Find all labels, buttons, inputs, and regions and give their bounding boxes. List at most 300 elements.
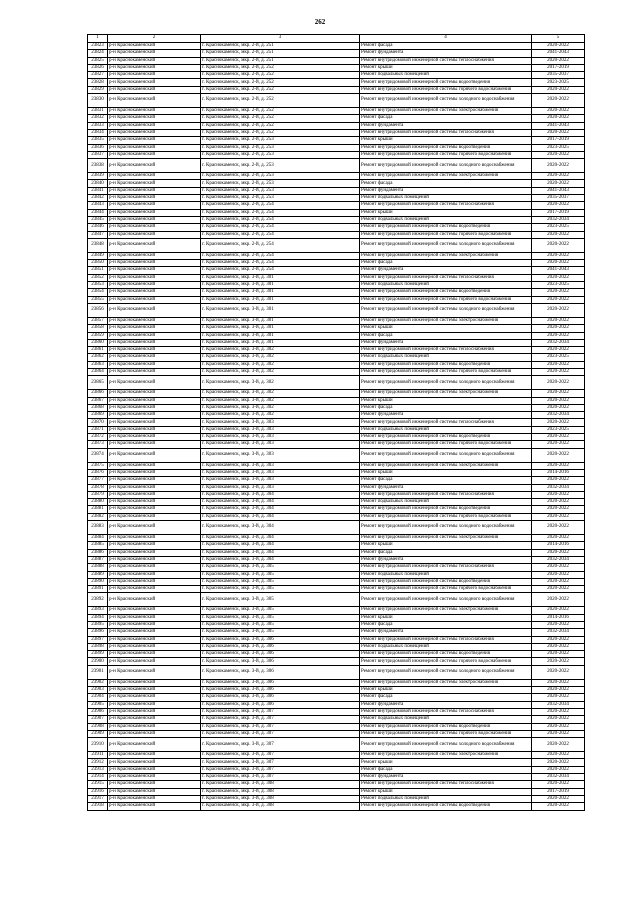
work-type: Ремонт фасада: [360, 766, 532, 773]
table-row: [88, 202, 585, 209]
table-row: [88, 564, 585, 571]
table-row: [88, 578, 585, 585]
table-row: [88, 195, 585, 202]
table-row: [88, 426, 585, 433]
table-row: [88, 521, 585, 535]
row-number: 23844: [88, 209, 108, 216]
period: 2020-2022: [532, 738, 585, 752]
district: р-н Краснокаменский: [108, 267, 201, 274]
district: р-н Краснокаменский: [108, 252, 201, 259]
row-number: 23825: [88, 57, 108, 64]
district: р-н Краснокаменский: [108, 723, 201, 730]
row-number: 23835: [88, 137, 108, 144]
table-row: [88, 766, 585, 773]
address: г. Краснокаменск, мкр. 3-й, д. 305: [201, 571, 360, 578]
table-row: [88, 108, 585, 115]
repair-schedule-table: [87, 34, 585, 811]
table-row: [88, 448, 585, 462]
period: 2020-2022: [532, 151, 585, 158]
work-type: Ремонт крыши: [360, 397, 532, 404]
work-type: Ремонт крыши: [360, 469, 532, 476]
address: г. Краснокаменск, мкр. 3-й, д. 301: [201, 339, 360, 346]
district: р-н Краснокаменский: [108, 469, 201, 476]
work-type: Ремонт внутридомовой инженерной системы электроснабжения: [360, 173, 532, 180]
table-row: [88, 622, 585, 629]
district: р-н Краснокаменский: [108, 462, 201, 469]
district: р-н Краснокаменский: [108, 173, 201, 180]
period: 2020-2022: [532, 397, 585, 404]
row-number: 23896: [88, 629, 108, 636]
work-type: Ремонт фасада: [360, 180, 532, 187]
period: 2020-2022: [532, 108, 585, 115]
work-type: Ремонт внутридомовой инженерной системы водоотведения: [360, 361, 532, 368]
period: 2020-2022: [532, 803, 585, 810]
work-type: Ремонт подвальных помещений: [360, 795, 532, 802]
table-row: [88, 137, 585, 144]
row-number: 23914: [88, 774, 108, 781]
table-row: [88, 484, 585, 491]
table-row: [88, 687, 585, 694]
period: 2020-2022: [532, 441, 585, 448]
district: р-н Краснокаменский: [108, 701, 201, 708]
address: г. Краснокаменск, мкр. 2-й, д. 253: [201, 180, 360, 187]
address: г. Краснокаменск, мкр. 2-й, д. 253: [201, 187, 360, 194]
district: р-н Краснокаменский: [108, 129, 201, 136]
period: 2041-2043: [532, 122, 585, 129]
district: р-н Краснокаменский: [108, 115, 201, 122]
period: 2020-2022: [532, 766, 585, 773]
period: 2020-2022: [532, 404, 585, 411]
period: 2020-2022: [532, 238, 585, 252]
address: г. Краснокаменск, мкр. 3-й, д. 302: [201, 397, 360, 404]
district: р-н Краснокаменский: [108, 238, 201, 252]
work-type: Ремонт подвальных помещений: [360, 643, 532, 650]
work-type: Ремонт подвальных помещений: [360, 72, 532, 79]
period: 2020-2022: [532, 549, 585, 556]
address: г. Краснокаменск, мкр. 3-й, д. 302: [201, 404, 360, 411]
period: 2020-2022: [532, 252, 585, 259]
district: р-н Краснокаменский: [108, 426, 201, 433]
row-number: 23875: [88, 462, 108, 469]
address: г. Краснокаменск, мкр. 2-й, д. 251: [201, 57, 360, 64]
table-row: [88, 781, 585, 788]
period: 2020-2022: [532, 651, 585, 658]
period: 2020-2022: [532, 347, 585, 354]
row-number: 23895: [88, 622, 108, 629]
district: р-н Краснокаменский: [108, 521, 201, 535]
row-number: 23883: [88, 521, 108, 535]
period: 2020-2022: [532, 578, 585, 585]
period: 2017-2019: [532, 209, 585, 216]
work-type: Ремонт внутридомовой инженерной системы горячего водоснабжения: [360, 368, 532, 375]
table-body: [88, 43, 585, 811]
address: г. Краснокаменск, мкр. 3-й, д. 304: [201, 491, 360, 498]
row-number: 23836: [88, 144, 108, 151]
row-number: 23843: [88, 202, 108, 209]
row-number: 23910: [88, 738, 108, 752]
row-number: 23834: [88, 129, 108, 136]
row-number: 23911: [88, 752, 108, 759]
work-type: Ремонт внутридомовой инженерной системы горячего водоснабжения: [360, 441, 532, 448]
table-row: [88, 332, 585, 339]
address: г. Краснокаменск, мкр. 2-й, д. 251: [201, 43, 360, 50]
period: 2020-2022: [532, 129, 585, 136]
work-type: Ремонт фундамента: [360, 412, 532, 419]
table-row: [88, 339, 585, 346]
row-number: 23865: [88, 376, 108, 390]
district: р-н Краснокаменский: [108, 788, 201, 795]
table-row: [88, 469, 585, 476]
work-type: Ремонт внутридомовой инженерной системы горячего водоснабжения: [360, 658, 532, 665]
district: р-н Краснокаменский: [108, 260, 201, 267]
row-number: 23890: [88, 578, 108, 585]
period: 2020-2022: [532, 202, 585, 209]
work-type: Ремонт внутридомовой инженерной системы водоотведения: [360, 578, 532, 585]
period: 2014-2016: [532, 469, 585, 476]
table-row: [88, 282, 585, 289]
work-type: Ремонт внутридомовой инженерной системы горячего водоснабжения: [360, 296, 532, 303]
row-number: 23860: [88, 339, 108, 346]
address: г. Краснокаменск, мкр. 3-й, д. 303: [201, 469, 360, 476]
row-number: 23913: [88, 766, 108, 773]
district: р-н Краснокаменский: [108, 795, 201, 802]
work-type: Ремонт внутридомовой инженерной системы водоотведения: [360, 651, 532, 658]
row-number: 23886: [88, 549, 108, 556]
period: 2020-2022: [532, 752, 585, 759]
address: г. Краснокаменск, мкр. 2-й, д. 252: [201, 79, 360, 86]
address: г. Краснокаменск, мкр. 2-й, д. 252: [201, 64, 360, 71]
row-number: 23872: [88, 434, 108, 441]
address: г. Краснокаменск, мкр. 3-й, д. 301: [201, 289, 360, 296]
address: г. Краснокаменск, мкр. 2-й, д. 254: [201, 231, 360, 238]
address: г. Краснокаменск, мкр. 3-й, д. 302: [201, 412, 360, 419]
district: р-н Краснокаменский: [108, 730, 201, 737]
table-row: [88, 441, 585, 448]
table-row: [88, 636, 585, 643]
period: 2020-2022: [532, 260, 585, 267]
district: р-н Краснокаменский: [108, 202, 201, 209]
header-col-2: 2: [108, 35, 201, 43]
row-number: 23857: [88, 317, 108, 324]
period: 2017-2019: [532, 64, 585, 71]
district: р-н Краснокаменский: [108, 122, 201, 129]
work-type: Ремонт внутридомовой инженерной системы электроснабжения: [360, 679, 532, 686]
district: р-н Краснокаменский: [108, 586, 201, 593]
table-row: [88, 679, 585, 686]
period: 2032-2034: [532, 339, 585, 346]
period: 2020-2022: [532, 694, 585, 701]
table-row: [88, 64, 585, 71]
table-header: [88, 35, 585, 43]
address: г. Краснокаменск, мкр. 3-й, д. 305: [201, 614, 360, 621]
address: г. Краснокаменск, мкр. 3-й, д. 303: [201, 441, 360, 448]
table-row: [88, 317, 585, 324]
period: 2020-2022: [532, 159, 585, 173]
address: г. Краснокаменск, мкр. 3-й, д. 305: [201, 586, 360, 593]
row-number: 23861: [88, 347, 108, 354]
address: г. Краснокаменск, мкр. 2-й, д. 253: [201, 195, 360, 202]
district: р-н Краснокаменский: [108, 477, 201, 484]
address: г. Краснокаменск, мкр. 3-й, д. 301: [201, 296, 360, 303]
address: г. Краснокаменск, мкр. 3-й, д. 307: [201, 723, 360, 730]
work-type: Ремонт фасада: [360, 115, 532, 122]
period: 2020-2022: [532, 513, 585, 520]
row-number: 23870: [88, 419, 108, 426]
address: г. Краснокаменск, мкр. 3-й, д. 306: [201, 687, 360, 694]
work-type: Ремонт внутридомовой инженерной системы электроснабжения: [360, 108, 532, 115]
work-type: Ремонт фундамента: [360, 267, 532, 274]
work-type: Ремонт внутридомовой инженерной системы горячего водоснабжения: [360, 86, 532, 93]
district: р-н Краснокаменский: [108, 622, 201, 629]
row-number: 23852: [88, 274, 108, 281]
address: г. Краснокаменск, мкр. 3-й, д. 301: [201, 303, 360, 317]
table-row: [88, 252, 585, 259]
row-number: 23873: [88, 441, 108, 448]
work-type: Ремонт крыши: [360, 209, 532, 216]
address: г. Краснокаменск, мкр. 3-й, д. 301: [201, 332, 360, 339]
row-number: 23898: [88, 643, 108, 650]
work-type: Ремонт внутридомовой инженерной системы теплоснабжения: [360, 129, 532, 136]
work-type: Ремонт внутридомовой инженерной системы водоотведения: [360, 506, 532, 513]
address: г. Краснокаменск, мкр. 3-й, д. 302: [201, 354, 360, 361]
district: р-н Краснокаменский: [108, 339, 201, 346]
district: р-н Краснокаменский: [108, 412, 201, 419]
work-type: Ремонт внутридомовой инженерной системы теплоснабжения: [360, 202, 532, 209]
row-number: 23908: [88, 723, 108, 730]
district: р-н Краснокаменский: [108, 434, 201, 441]
table-row: [88, 303, 585, 317]
district: р-н Краснокаменский: [108, 441, 201, 448]
period: 2020-2022: [532, 419, 585, 426]
table-row: [88, 390, 585, 397]
district: р-н Краснокаменский: [108, 303, 201, 317]
address: г. Краснокаменск, мкр. 2-й, д. 253: [201, 173, 360, 180]
district: р-н Краснокаменский: [108, 57, 201, 64]
table-row: [88, 506, 585, 513]
row-number: 23897: [88, 636, 108, 643]
address: г. Краснокаменск, мкр. 3-й, д. 304: [201, 535, 360, 542]
row-number: 23833: [88, 122, 108, 129]
work-type: Ремонт внутридомовой инженерной системы электроснабжения: [360, 752, 532, 759]
district: р-н Краснокаменский: [108, 347, 201, 354]
address: г. Краснокаменск, мкр. 3-й, д. 307: [201, 774, 360, 781]
district: р-н Краснокаменский: [108, 752, 201, 759]
address: г. Краснокаменск, мкр. 3-й, д. 302: [201, 390, 360, 397]
district: р-н Краснокаменский: [108, 484, 201, 491]
row-number: 23838: [88, 159, 108, 173]
period: 2020-2022: [532, 499, 585, 506]
district: р-н Краснокаменский: [108, 86, 201, 93]
address: г. Краснокаменск, мкр. 2-й, д. 252: [201, 72, 360, 79]
period: 2023-2025: [532, 79, 585, 86]
period: 2041-2043: [532, 50, 585, 57]
work-type: Ремонт крыши: [360, 325, 532, 332]
district: р-н Краснокаменский: [108, 159, 201, 173]
table-row: [88, 549, 585, 556]
address: г. Краснокаменск, мкр. 2-й, д. 254: [201, 238, 360, 252]
table-row: [88, 571, 585, 578]
work-type: Ремонт внутридомовой инженерной системы холодного водоснабжения: [360, 521, 532, 535]
row-number: 23829: [88, 86, 108, 93]
address: г. Краснокаменск, мкр. 2-й, д. 252: [201, 122, 360, 129]
district: р-н Краснокаменский: [108, 397, 201, 404]
period: 2020-2022: [532, 57, 585, 64]
address: г. Краснокаменск, мкр. 3-й, д. 304: [201, 513, 360, 520]
row-number: 23891: [88, 586, 108, 593]
table-row: [88, 79, 585, 86]
work-type: Ремонт внутридомовой инженерной системы холодного водоснабжения: [360, 593, 532, 607]
district: р-н Краснокаменский: [108, 593, 201, 607]
row-number: 23903: [88, 687, 108, 694]
table-row: [88, 795, 585, 802]
header-col-3: 3: [201, 35, 360, 43]
row-number: 23879: [88, 491, 108, 498]
address: г. Краснокаменск, мкр. 3-й, д. 302: [201, 361, 360, 368]
header-col-4: 4: [360, 35, 532, 43]
work-type: Ремонт внутридомовой инженерной системы электроснабжения: [360, 462, 532, 469]
row-number: 23918: [88, 803, 108, 810]
row-number: 23902: [88, 679, 108, 686]
table-row: [88, 347, 585, 354]
district: р-н Краснокаменский: [108, 317, 201, 324]
table-row: [88, 419, 585, 426]
period: 2020-2022: [532, 564, 585, 571]
row-number: 23901: [88, 665, 108, 679]
district: р-н Краснокаменский: [108, 535, 201, 542]
row-number: 23855: [88, 296, 108, 303]
table-row: [88, 803, 585, 810]
period: 2020-2022: [532, 317, 585, 324]
period: 2020-2022: [532, 86, 585, 93]
table-row: [88, 491, 585, 498]
district: р-н Краснокаменский: [108, 687, 201, 694]
table-row: [88, 216, 585, 223]
district: р-н Краснокаменский: [108, 759, 201, 766]
row-number: 23869: [88, 412, 108, 419]
period: 2020-2022: [532, 462, 585, 469]
period: 2017-2019: [532, 137, 585, 144]
work-type: Ремонт внутридомовой инженерной системы теплоснабжения: [360, 636, 532, 643]
period: 2020-2022: [532, 665, 585, 679]
row-number: 23842: [88, 195, 108, 202]
work-type: Ремонт подвальных помещений: [360, 282, 532, 289]
district: р-н Краснокаменский: [108, 665, 201, 679]
district: р-н Краснокаменский: [108, 651, 201, 658]
period: 2020-2022: [532, 643, 585, 650]
work-type: Ремонт подвальных помещений: [360, 426, 532, 433]
table-row: [88, 209, 585, 216]
address: г. Краснокаменск, мкр. 2-й, д. 254: [201, 202, 360, 209]
work-type: Ремонт внутридомовой инженерной системы водоотведения: [360, 79, 532, 86]
work-type: Ремонт фундамента: [360, 701, 532, 708]
row-number: 23856: [88, 303, 108, 317]
row-number: 23878: [88, 484, 108, 491]
row-number: 23899: [88, 651, 108, 658]
period: 2020-2022: [532, 716, 585, 723]
work-type: Ремонт крыши: [360, 759, 532, 766]
period: 2023-2025: [532, 144, 585, 151]
table-row: [88, 361, 585, 368]
table-row: [88, 180, 585, 187]
table-row: [88, 129, 585, 136]
table-row: [88, 151, 585, 158]
row-number: 23915: [88, 781, 108, 788]
district: р-н Краснокаменский: [108, 368, 201, 375]
address: г. Краснокаменск, мкр. 3-й, д. 303: [201, 484, 360, 491]
address: г. Краснокаменск, мкр. 3-й, д. 306: [201, 665, 360, 679]
district: р-н Краснокаменский: [108, 716, 201, 723]
row-number: 23849: [88, 252, 108, 259]
work-type: Ремонт внутридомовой инженерной системы электроснабжения: [360, 252, 532, 259]
district: р-н Краснокаменский: [108, 781, 201, 788]
district: р-н Краснокаменский: [108, 224, 201, 231]
row-number: 23845: [88, 216, 108, 223]
work-type: Ремонт подвальных помещений: [360, 716, 532, 723]
district: р-н Краснокаменский: [108, 354, 201, 361]
period: 2020-2022: [532, 781, 585, 788]
period: 2020-2022: [532, 477, 585, 484]
work-type: Ремонт фундамента: [360, 774, 532, 781]
district: р-н Краснокаменский: [108, 108, 201, 115]
row-number: 23841: [88, 187, 108, 194]
table-row: [88, 788, 585, 795]
address: г. Краснокаменск, мкр. 2-й, д. 252: [201, 108, 360, 115]
work-type: Ремонт фасада: [360, 477, 532, 484]
address: г. Краснокаменск, мкр. 3-й, д. 307: [201, 766, 360, 773]
table-row: [88, 665, 585, 679]
period: 2020-2022: [532, 607, 585, 614]
row-number: 23906: [88, 708, 108, 715]
address: г. Краснокаменск, мкр. 3-й, д. 304: [201, 556, 360, 563]
address: г. Краснокаменск, мкр. 2-й, д. 251: [201, 50, 360, 57]
district: р-н Краснокаменский: [108, 636, 201, 643]
work-type: Ремонт подвальных помещений: [360, 354, 532, 361]
address: г. Краснокаменск, мкр. 2-й, д. 252: [201, 94, 360, 108]
work-type: Ремонт внутридомовой инженерной системы водоотведения: [360, 289, 532, 296]
table-row: [88, 404, 585, 411]
work-type: Ремонт фасада: [360, 622, 532, 629]
header-col-1: 1: [88, 35, 108, 43]
address: г. Краснокаменск, мкр. 3-й, д. 303: [201, 434, 360, 441]
address: г. Краснокаменск, мкр. 3-й, д. 302: [201, 347, 360, 354]
address: г. Краснокаменск, мкр. 3-й, д. 305: [201, 593, 360, 607]
period: 2020-2022: [532, 332, 585, 339]
period: 2020-2022: [532, 361, 585, 368]
district: р-н Краснокаменский: [108, 180, 201, 187]
period: 2020-2022: [532, 586, 585, 593]
district: р-н Краснокаменский: [108, 564, 201, 571]
district: р-н Краснокаменский: [108, 578, 201, 585]
work-type: Ремонт внутридомовой инженерной системы холодного водоснабжения: [360, 665, 532, 679]
row-number: 23830: [88, 94, 108, 108]
period: 2023-2025: [532, 354, 585, 361]
table-row: [88, 513, 585, 520]
table-row: [88, 159, 585, 173]
row-number: 23880: [88, 499, 108, 506]
table-row: [88, 723, 585, 730]
row-number: 23900: [88, 658, 108, 665]
work-type: Ремонт фасада: [360, 332, 532, 339]
district: р-н Краснокаменский: [108, 513, 201, 520]
period: 2020-2022: [532, 658, 585, 665]
period: 2020-2022: [532, 303, 585, 317]
row-number: 23858: [88, 325, 108, 332]
address: г. Краснокаменск, мкр. 3-й, д. 306: [201, 651, 360, 658]
period: 2023-2025: [532, 224, 585, 231]
work-type: Ремонт внутридомовой инженерной системы теплоснабжения: [360, 419, 532, 426]
row-number: 23874: [88, 448, 108, 462]
address: г. Краснокаменск, мкр. 3-й, д. 307: [201, 730, 360, 737]
